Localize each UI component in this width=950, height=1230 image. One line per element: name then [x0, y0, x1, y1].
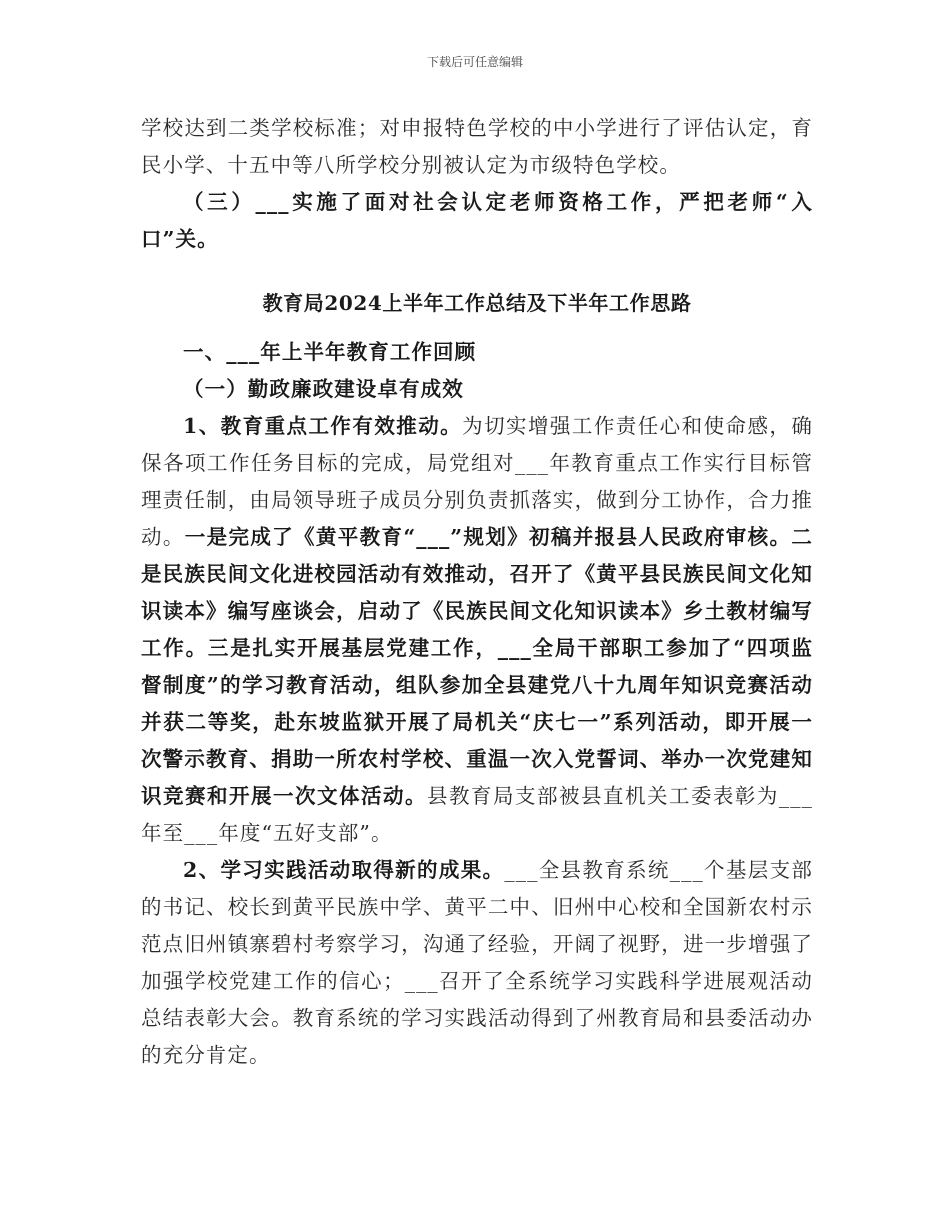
document-title: 教育局2024上半年工作总结及下半年工作思路 [262, 291, 692, 315]
paragraph-item-1 [141, 408, 813, 852]
item-1-tail: 县教育局支部被县直机关工委表彰为___年至___年度“五好支部”。 [141, 784, 813, 845]
paragraph-continued: 学校达到二类学校标准；对申报特色学校的中小学进行了评估认定，育民小学、十五中等八所学校分别被认定为市级特色学校。 [141, 116, 813, 177]
document-body [141, 110, 813, 1074]
item-1-lead: 1、教育重点工作有效推动。 [183, 414, 463, 438]
paragraph-item-2 [141, 852, 813, 1074]
subheading-three: （三）___实施了面对社会认定老师资格工作，严把老师“入口”关。 [141, 190, 813, 251]
item-2-text: ___全县教育系统___个基层支部的书记、校长到黄平民族中学、黄平二中、旧州中心校和全国新农村示范点旧州镇寨碧村考察学习，沟通了经验，开阔了视野，进一步增强了加强学校党建工作的信心；___召开了全系统学习实践科学进展观活动总结表彰大会。教育系统的学习实践活动得到了州教育局和县委活动办的充分肯定。 [141, 858, 814, 1067]
subheading-one: （一）勤政廉政建设卓有成效 [183, 377, 464, 401]
item-1-bold-text: 一是完成了《黄平教育“___”规划》初稿并报县人民政府审核。二是民族民间文化进校园活动有效推动，召开了《黄平县民族民间文化知识读本》编写座谈会，启动了《民族民间文化知识读本》乡土教材编写工作。三是扎实开展基层党建工作，___全局干部职工参加了“四项监督制度”的学习教育活动，组队参加全县建党八十九周年知识竞赛活动并获二等奖，赴东坡监狱开展了局机关“庆七一”系列活动，即开展一次警示教育、捐助一所农村学校、重温一次入党誓词、举办一次党建知识竞赛和开展一次文体活动。 [141, 525, 813, 808]
item-1-text: 为切实增强工作责任心和使命感，确保各项工作任务目标的完成，局党组对___年教育重点工作实行目标管理责任制，由局领导班子成员分别负责抓落实，做到分工协作，合力推动。 [141, 414, 813, 549]
item-2-lead: 2、学习实践活动取得新的成果。 [183, 858, 505, 882]
header-note: 下载后可任意编辑 [426, 55, 523, 69]
section-heading-one: 一、___年上半年教育工作回顾 [183, 340, 477, 364]
